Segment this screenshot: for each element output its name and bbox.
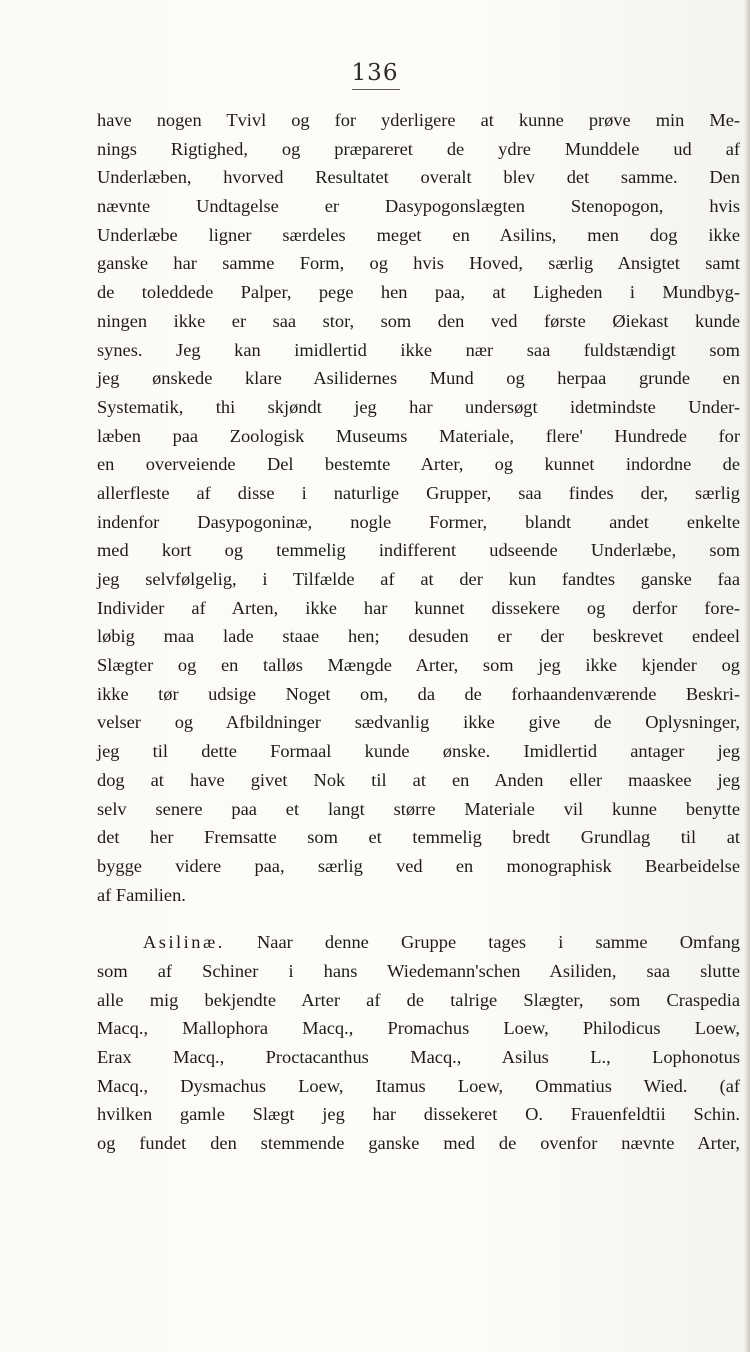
text-line: Erax Macq., Proctacanthus Macq., Asilus L., Lophonotus xyxy=(97,1047,740,1067)
text-line: synes. Jeg kan imidlertid ikke nær saa fuldstændigt som xyxy=(97,339,740,360)
text-line: af Familien. xyxy=(97,884,186,905)
paragraph-2 xyxy=(97,928,740,1158)
text-line: ikke tør udsige Noget om, da de forhaandenværende Beskri- xyxy=(97,683,740,704)
text-line: jeg ønskede klare Asilidernes Mund og herpaa grunde en xyxy=(97,368,740,389)
text-line: løbig maa lade staae hen; desuden er der beskrevet endeel xyxy=(97,626,740,647)
text-line: det her Fremsatte som et temmelig bredt Grundlag til at xyxy=(97,827,740,848)
text-line: som af Schiner i hans Wiedemann'schen Asiliden, saa slutte xyxy=(97,960,740,981)
text-line: ganske har samme Form, og hvis Hoved, særlig Ansigtet samt xyxy=(97,253,740,274)
text-line: alle mig bekjendte Arter af de talrige Slægter, som Craspedia xyxy=(97,989,740,1010)
paragraph-1 xyxy=(97,106,740,909)
text-line: Systematik, thi skjøndt jeg har undersøgt idetmindste Under- xyxy=(97,396,740,417)
text-line: de toleddede Palper, pege hen paa, at Ligheden i Mundbyg- xyxy=(97,282,740,303)
text-line: allerfleste af disse i naturlige Grupper, saa findes der, særlig xyxy=(97,482,740,503)
text-line: indenfor Dasypogoninæ, nogle Former, blandt andet enkelte xyxy=(97,511,740,532)
text-line: Individer af Arten, ikke har kunnet dissekere og derfor fore- xyxy=(97,597,740,618)
text-line: Macq., Mallophora Macq., Promachus Loew, Philodicus Loew, xyxy=(97,1018,740,1039)
page-edge-shadow xyxy=(744,0,750,1352)
page-number: 136 xyxy=(351,60,399,86)
text-line: selv senere paa et langt større Materiale vil kunne benytte xyxy=(97,798,740,819)
text-line: med kort og temmelig indifferent udseende Underlæbe, som xyxy=(97,540,740,561)
body-text xyxy=(97,106,740,1158)
text-line: og fundet den stemmende ganske med de ovenfor nævnte Arter, xyxy=(97,1133,740,1154)
paragraph-gap xyxy=(97,909,740,928)
paragraph-2-first-line-text: Naar denne Gruppe tages i samme Omfang xyxy=(257,932,740,953)
text-line: have nogen Tvivl og for yderligere at kunne prøve min Me- xyxy=(97,110,740,130)
text-line: nævnte Undtagelse er Dasypogonslægten Stenopogon, hvis xyxy=(97,196,740,217)
paragraph-2-first-line xyxy=(97,928,740,957)
text-line: nings Rigtighed, og præpareret de ydre Munddele ud af xyxy=(97,138,740,159)
text-line: velser og Afbildninger sædvanlig ikke give de Oplysninger, xyxy=(97,712,740,733)
text-line: jeg til dette Formaal kunde ønske. Imidlertid antager jeg xyxy=(97,741,740,762)
section-heading: Asilinæ. xyxy=(143,932,225,953)
text-line: jeg selvfølgelig, i Tilfælde af at der kun fandtes ganske faa xyxy=(97,569,740,589)
text-line: en overveiende Del bestemte Arter, og kunnet indordne de xyxy=(97,454,740,475)
text-line: dog at have givet Nok til at en Anden eller maaskee jeg xyxy=(97,769,740,790)
text-line: hvilken gamle Slægt jeg har dissekeret O. Frauenfeldtii Schin. xyxy=(97,1104,740,1125)
text-line: bygge videre paa, særlig ved en monographisk Bearbeidelse xyxy=(97,855,740,876)
text-line: Slægter og en talløs Mængde Arter, som jeg ikke kjender og xyxy=(97,655,740,676)
text-line: Underlæben, hvorved Resultatet overalt blev det samme. Den xyxy=(97,167,740,188)
text-line: Underlæbe ligner særdeles meget en Asilins, men dog ikke xyxy=(97,224,740,245)
text-line: Macq., Dysmachus Loew, Itamus Loew, Ommatius Wied. (af xyxy=(97,1075,740,1096)
text-line: læben paa Zoologisk Museums Materiale, flere' Hundrede for xyxy=(97,425,740,446)
page-number-underline xyxy=(352,89,400,90)
text-line: ningen ikke er saa stor, som den ved første Øiekast kunde xyxy=(97,310,740,331)
